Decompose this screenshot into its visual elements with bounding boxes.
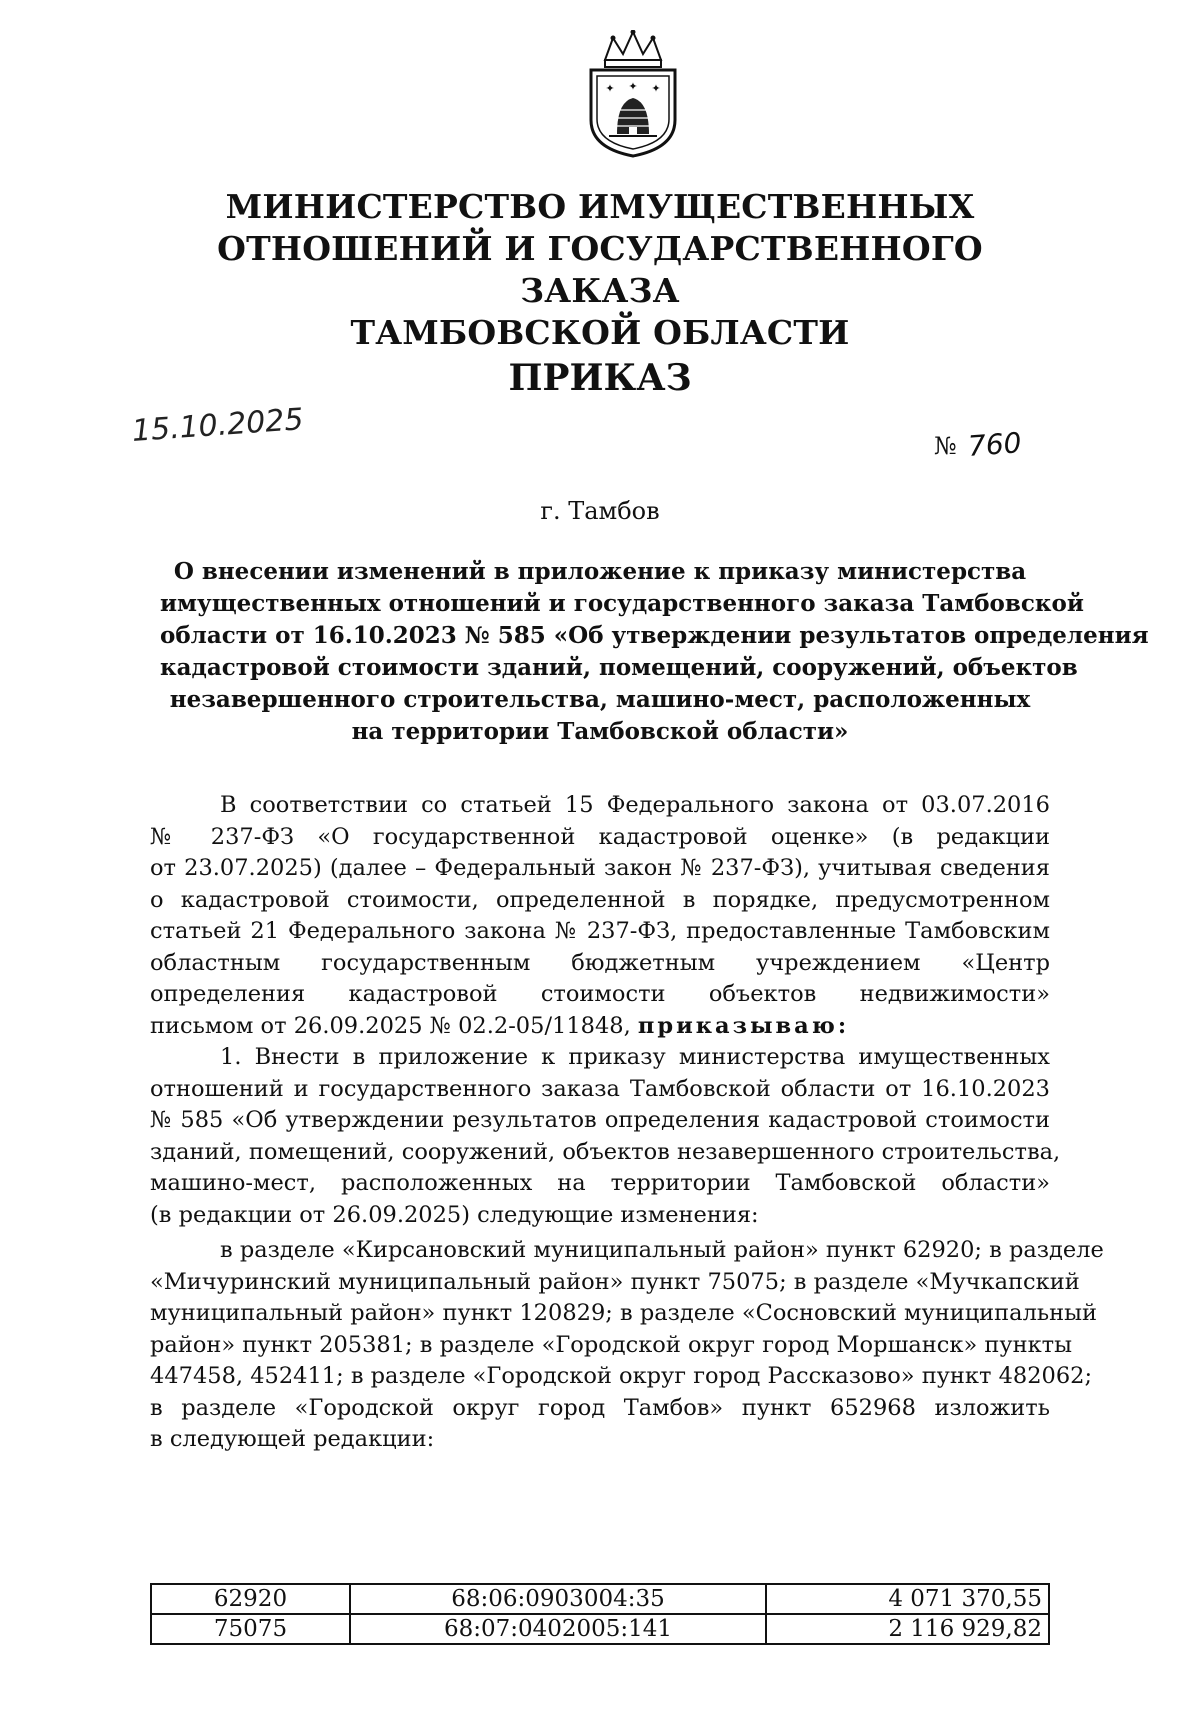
cadastral-value-cell: 4 071 370,55 — [766, 1584, 1049, 1614]
item1-line: (в редакции от 26.09.2025) следующие изменения: — [150, 1201, 759, 1228]
title-line: на территории Тамбовской области» — [351, 718, 849, 745]
ministry-line: ТАМБОВСКОЙ ОБЛАСТИ — [350, 313, 850, 352]
preamble-line: областным государственным бюджетным учреждением «Центр — [150, 949, 1050, 976]
order-number — [934, 428, 1022, 461]
coat-of-arms-emblem — [583, 30, 683, 158]
handwritten-number: 760 — [967, 426, 1023, 463]
detail-line: муниципальный район» пункт 120829; в разделе «Сосновский муниципальный — [150, 1300, 1098, 1326]
title-line: незавершенного строительства, машино-мест, расположенных — [169, 686, 1031, 713]
item1-line: машино-мест, расположенных на территории Тамбовской области» — [150, 1170, 1050, 1196]
item1-line: отношений и государственного заказа Тамбовской области от 16.10.2023 — [150, 1075, 1050, 1102]
detail-line: район» пункт 205381; в разделе «Городской округ город Моршанск» пункты — [150, 1331, 1073, 1358]
item1-line: 1. Внести в приложение к приказу министерства имущественных — [220, 1044, 1050, 1070]
cadastral-number-cell: 68:06:0903004:35 — [350, 1584, 766, 1614]
detail-line: «Мичуринский муниципальный район» пункт 75075; в разделе «Мучкапский — [150, 1268, 1080, 1295]
cadastral-number-cell: 68:07:0402005:141 — [350, 1614, 766, 1644]
preamble-line: от 23.07.2025) (далее – Федеральный закон № 237-ФЗ), учитывая сведения — [150, 855, 1050, 881]
ministry-line: МИНИСТЕРСТВО ИМУЩЕСТВЕННЫХ — [225, 187, 975, 226]
title-line: О внесении изменений в приложение к приказу министерства — [173, 558, 1027, 585]
city-label: г. Тамбов — [540, 497, 660, 525]
cadastral-value-table — [150, 1583, 1050, 1645]
title-line: кадастровой стоимости зданий, помещений, сооружений, объектов — [160, 654, 1078, 681]
preamble-line: определения кадастровой стоимости объектов недвижимости» — [150, 981, 1050, 1007]
preamble-line: № 237-ФЗ «О государственной кадастровой оценке» (в редакции — [150, 823, 1050, 850]
item1-line: № 585 «Об утверждении результатов определения кадастровой стоимости — [150, 1107, 1050, 1133]
detail-line: в разделе «Кирсановский муниципальный район» пункт 62920; в разделе — [220, 1237, 1104, 1263]
title-line: области от 16.10.2023 № 585 «Об утверждении результатов определения — [160, 622, 1149, 649]
preamble-last-text: письмом от 26.09.2025 № 02.2-05/11848, — [150, 1012, 631, 1039]
preamble-line: о кадастровой стоимости, определенной в порядке, предусмотренном — [150, 886, 1050, 913]
handwritten-date: 15.10.2025 — [130, 402, 305, 449]
title-line: имущественных отношений и государственного заказа Тамбовской — [160, 590, 1084, 617]
detail-line: в следующей редакции: — [150, 1426, 435, 1452]
table-row — [151, 1614, 1049, 1644]
svg-text:✦: ✦ — [628, 80, 638, 93]
order-title — [160, 556, 1149, 748]
ministry-name — [150, 186, 1050, 354]
item-number-cell: 75075 — [151, 1614, 350, 1644]
number-sign: № — [934, 432, 957, 460]
item-number-cell: 62920 — [151, 1584, 350, 1614]
preamble-last-line — [150, 1011, 1050, 1043]
svg-text:✦: ✦ — [651, 82, 661, 95]
table-row — [151, 1584, 1049, 1614]
detail-line: в разделе «Городской округ город Тамбов» пункт 652968 изложить — [150, 1394, 1050, 1421]
preamble-line: В соответствии со статьей 15 Федерального закона от 03.07.2016 — [220, 792, 1050, 818]
order-word: приказываю: — [637, 1012, 850, 1039]
ministry-line: ОТНОШЕНИЙ И ГОСУДАРСТВЕННОГО ЗАКАЗА — [217, 229, 983, 310]
document-type: ПРИКАЗ — [508, 357, 692, 399]
order-body — [150, 790, 1104, 1456]
cadastral-value-cell: 2 116 929,82 — [766, 1614, 1049, 1644]
preamble-line: статьей 21 Федерального закона № 237-ФЗ, предоставленные Тамбовским — [150, 918, 1050, 944]
svg-text:✦: ✦ — [605, 82, 615, 95]
detail-line: 447458, 452411; в разделе «Городской округ город Рассказово» пункт 482062; — [150, 1363, 1093, 1389]
item1-line: зданий, помещений, сооружений, объектов незавершенного строительства, — [150, 1138, 1061, 1165]
